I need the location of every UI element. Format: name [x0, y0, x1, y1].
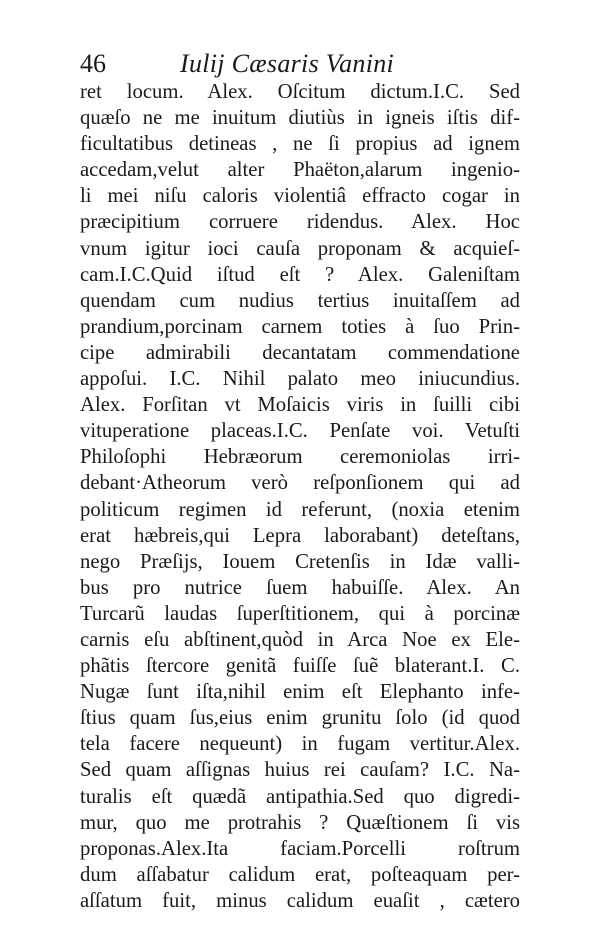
text-line: li mei niſu caloris violentiâ effracto cogar in	[80, 185, 520, 208]
text-line: aſſatum fuit, minus calidum euaſit , cætero	[80, 889, 520, 912]
text-line: ret locum. Alex. Oſcitum dictum.I.C. Sed	[80, 81, 520, 103]
text-line: prandium,porcinam carnem toties à ſuo Prin-	[80, 315, 520, 338]
text-line: turalis eſt quædã antipathia.Sed quo digredi-	[80, 785, 520, 808]
text-line: cipe admirabili decantatam commendatione	[80, 341, 520, 364]
text-line: Alex. Forſitan vt Moſaicis viris in ſuilli cibi	[80, 394, 520, 417]
text-line: politicum regimen id referunt, (noxia etenim	[80, 498, 520, 521]
text-line: erat hæbreis,qui Lepra laborabant) deteſtans,	[80, 524, 520, 547]
page-header	[72, 48, 532, 80]
text-line: vnum igitur ioci cauſa proponam & acquieſ-	[80, 237, 520, 260]
text-line: præcipitium corruere ridendus. Alex. Hoc	[80, 211, 520, 234]
text-line: phãtis ſtercore genitã fuiſſe ſuẽ blaterant.I. C.	[80, 655, 520, 678]
text-line: tela facere nequeunt) in fugam vertitur.Alex.	[80, 733, 520, 756]
text-line: Turcarũ laudas ſuperſtitionem, qui à porcinæ	[80, 602, 520, 625]
text-line: quæſo ne me inuitum diutiùs in igneis iſtis dif-	[80, 107, 520, 130]
text-line: proponas.Alex.Ita faciam.Porcelli roſtrum	[80, 837, 520, 860]
text-line: ficultatibus detineas , ne ſi propius ad ignem	[80, 133, 520, 156]
text-line: mur, quo me protrahis ? Quæſtionem ſi vis	[80, 811, 520, 834]
text-line: nego Præſijs, Iouem Cretenſis in Idæ valli-	[80, 550, 520, 573]
text-line: Philoſophi Hebræorum ceremoniolas irri-	[80, 446, 520, 469]
text-line: accedam,velut alter Phaëton,alarum ingenio-	[80, 159, 520, 182]
running-title: Iulij Cæsaris Vanini	[180, 49, 395, 78]
text-line: cam.I.C.Quid iſtud eſt ? Alex. Galeniſtam	[80, 263, 520, 286]
text-line: quendam cum nudius tertius inuitaſſem ad	[80, 289, 520, 312]
text-line: ſtius quam ſus,eius enim grunitu ſolo (id quod	[80, 707, 520, 730]
text-line: carnis eſu abſtinent,quòd in Arca Noe ex Ele-	[80, 628, 520, 651]
page-number: 46	[80, 49, 106, 78]
text-line: vituperatione placeas.I.C. Penſate voi. Vetuſti	[80, 420, 520, 443]
text-line: appoſui. I.C. Nihil palato meo iniucundius.	[80, 368, 520, 391]
body-text	[80, 79, 520, 914]
text-line: Nugæ ſunt iſta,nihil enim eſt Elephanto infe-	[80, 681, 520, 704]
text-line: bus pro nutrice ſuem habuiſſe. Alex. An	[80, 576, 520, 599]
text-line: Sed quam aſſignas huius rei cauſam? I.C. Na-	[80, 759, 520, 782]
text-line: debant·Atheorum verò reſponſionem qui ad	[80, 472, 520, 495]
text-line: dum aſſabatur calidum erat, poſteaquam per-	[80, 863, 520, 886]
